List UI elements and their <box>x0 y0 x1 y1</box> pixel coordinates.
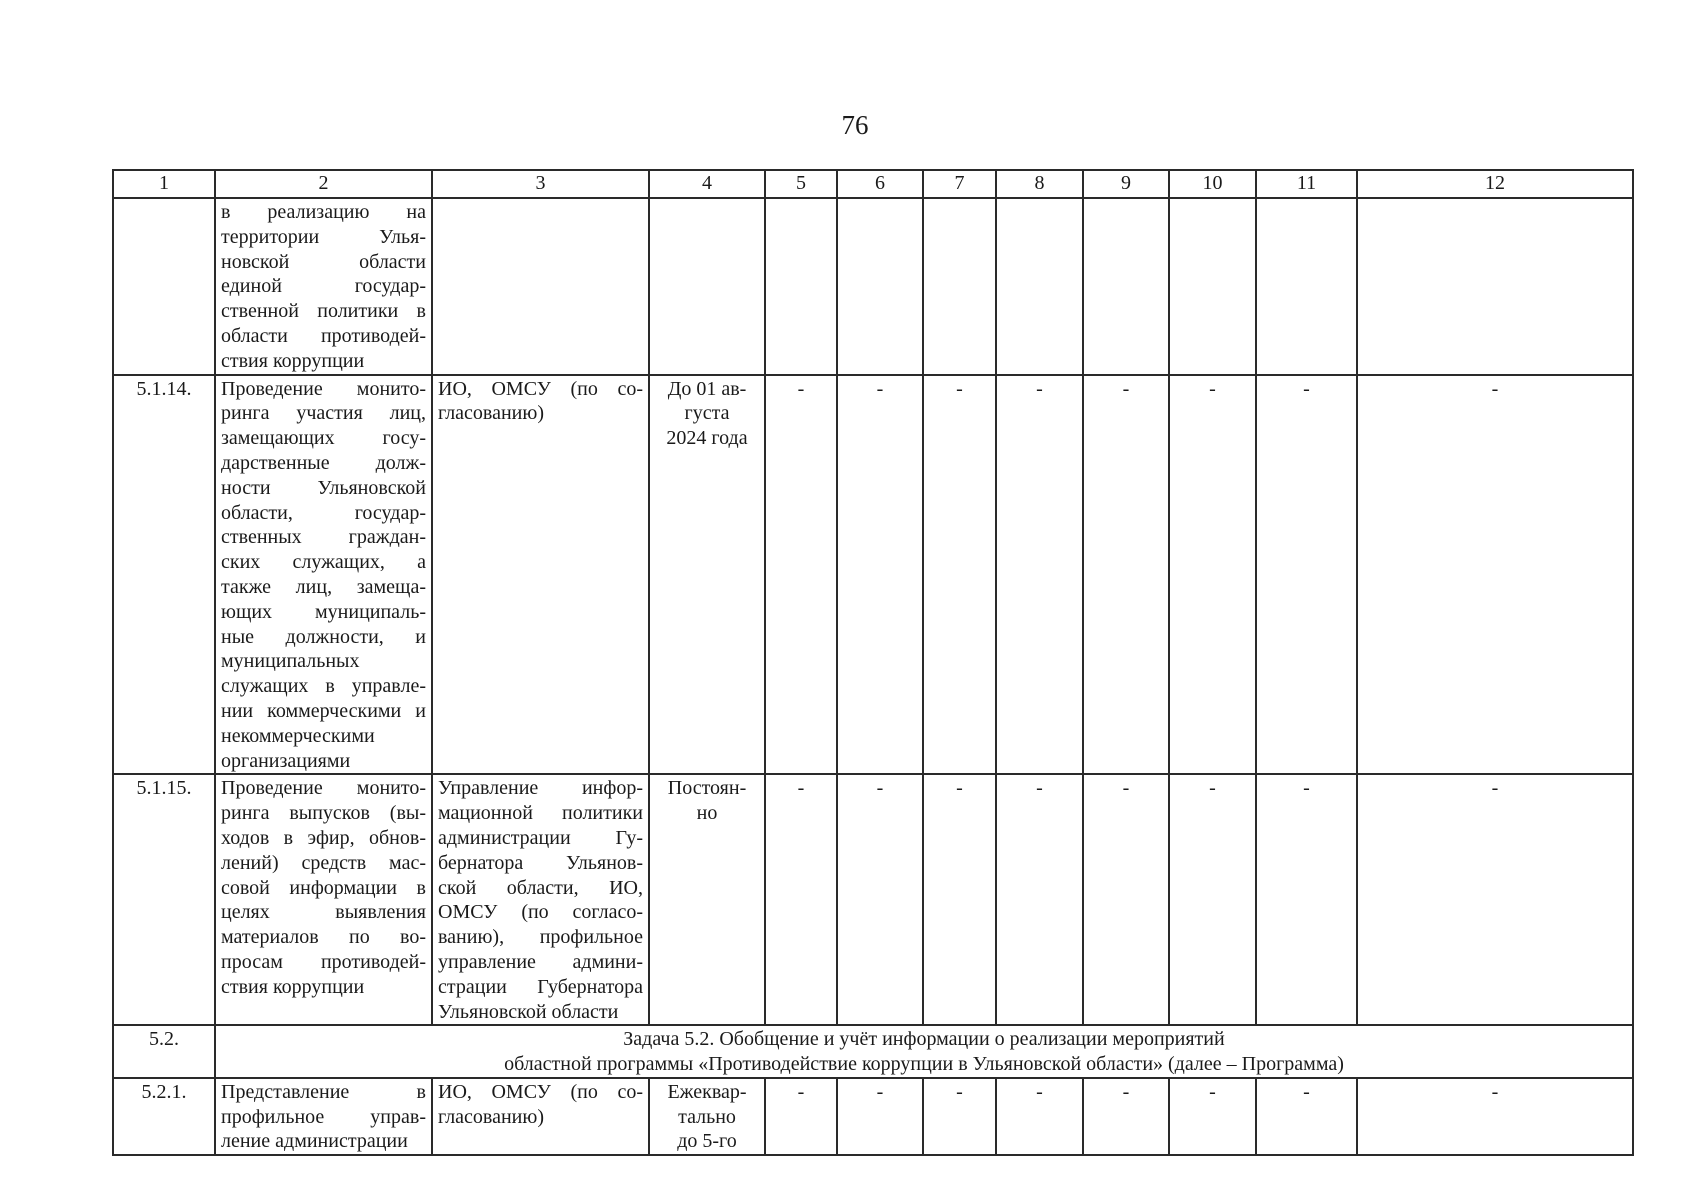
executor-cell-line: Управление инфор- <box>438 777 643 800</box>
term-cell-line: тально <box>678 1105 736 1128</box>
executor-cell-line: бернатора Ульянов- <box>438 851 643 874</box>
table-row <box>113 1078 1633 1155</box>
empty-cell <box>1357 198 1633 375</box>
measure-name-cell-line: нии коммерческими и <box>221 699 426 722</box>
column-number-header: 3 <box>432 170 649 198</box>
executor-cell-line: администрации Гу- <box>438 826 643 849</box>
measure-name-cell-line: служащих в управле- <box>221 675 426 698</box>
term-cell-line: 2024 года <box>666 427 748 450</box>
empty-cell <box>649 198 765 375</box>
row-number-cell: 5.1.14. <box>113 375 215 775</box>
column-number-header: 4 <box>649 170 765 198</box>
measure-name-cell-line: некоммерческими <box>221 724 375 747</box>
executor-cell <box>432 774 649 1025</box>
measure-name-cell-line: профильное управ- <box>221 1105 426 1128</box>
value-cell: - <box>1256 774 1357 1025</box>
measure-name-cell-line: ских служащих, а <box>221 551 426 574</box>
term-cell-line: Постоян- <box>667 777 747 800</box>
measure-name-cell <box>215 1078 432 1155</box>
executor-cell-line: ОМСУ (по согласо- <box>438 901 643 924</box>
measure-name-cell-line: Проведение монито- <box>221 777 426 800</box>
column-number-header: 2 <box>215 170 432 198</box>
measure-name-cell-line: организациями <box>221 749 351 772</box>
task-title-line: областной программы «Противодействие коррупции в Ульяновской области» (далее – Программа) <box>504 1053 1344 1076</box>
executor-cell-line: мационной политики <box>438 802 643 825</box>
measure-name-cell-line: дарственные долж- <box>221 451 426 474</box>
executor-cell-line: Ульяновской области <box>438 1000 619 1023</box>
table-row <box>113 774 1633 1025</box>
empty-cell <box>1169 198 1256 375</box>
value-cell: - <box>923 774 996 1025</box>
value-cell: - <box>765 774 837 1025</box>
measure-name-cell <box>215 375 432 775</box>
row-number-cell: 5.1.15. <box>113 774 215 1025</box>
value-cell: - <box>923 375 996 775</box>
row-number-cell: 5.2.1. <box>113 1078 215 1155</box>
measure-name-cell-line: ление администрации <box>221 1130 408 1153</box>
term-cell <box>649 774 765 1025</box>
term-cell <box>649 1078 765 1155</box>
measure-name-cell-line: Проведение монито- <box>221 377 426 400</box>
measure-name-cell <box>215 774 432 1025</box>
measure-name-cell-line: единой государ- <box>221 275 426 298</box>
column-number-header: 7 <box>923 170 996 198</box>
value-cell: - <box>1357 375 1633 775</box>
measure-name-cell-line: ствия коррупции <box>221 349 365 372</box>
measure-name-cell-line: ности Ульяновской <box>221 476 426 499</box>
column-number-header: 10 <box>1169 170 1256 198</box>
measure-name-cell-line: ные должности, и <box>221 625 426 648</box>
executor-cell-line: ской области, ИО, <box>438 876 643 899</box>
measure-name-cell-line: совой информации в <box>221 876 426 899</box>
row-number-cell <box>113 198 215 375</box>
term-cell-line: до 5-го <box>677 1130 737 1153</box>
column-number-header: 11 <box>1256 170 1357 198</box>
term-cell-line: густа <box>684 402 730 425</box>
value-cell: - <box>923 1078 996 1155</box>
measure-name-cell-line: просам противодей- <box>221 950 426 973</box>
executor-cell <box>432 1078 649 1155</box>
column-number-header: 6 <box>837 170 923 198</box>
value-cell: - <box>1256 1078 1357 1155</box>
empty-cell <box>996 198 1083 375</box>
empty-cell <box>1256 198 1357 375</box>
measure-name-cell-line: муниципальных <box>221 650 360 673</box>
measure-name-cell-line: материалов по во- <box>221 926 426 949</box>
term-cell-line: До 01 ав- <box>667 377 747 400</box>
measure-name-cell-line: лений) средств мас- <box>221 851 426 874</box>
empty-cell <box>923 198 996 375</box>
executor-cell-line: ИО, ОМСУ (по со- <box>438 1080 643 1103</box>
value-cell: - <box>996 774 1083 1025</box>
executor-cell-line: гласованию) <box>438 1105 544 1128</box>
column-number-header: 5 <box>765 170 837 198</box>
measure-name-cell-line: области, государ- <box>221 501 426 524</box>
term-cell-line: Ежеквар- <box>667 1080 747 1103</box>
measure-name-cell-line: области противодей- <box>221 324 426 347</box>
empty-cell <box>765 198 837 375</box>
measure-name-cell-line: ринга участия лиц, <box>221 402 426 425</box>
column-number-header: 9 <box>1083 170 1169 198</box>
measure-name-cell-line: также лиц, замеща- <box>221 575 426 598</box>
value-cell: - <box>1083 375 1169 775</box>
measure-name-cell <box>215 198 432 375</box>
measure-name-cell-line: ринга выпусков (вы- <box>221 802 426 825</box>
value-cell: - <box>1169 774 1256 1025</box>
value-cell: - <box>837 1078 923 1155</box>
value-cell: - <box>1357 1078 1633 1155</box>
measure-name-cell-line: территории Улья- <box>221 225 426 248</box>
program-table <box>112 169 1634 1156</box>
value-cell: - <box>1256 375 1357 775</box>
value-cell: - <box>765 1078 837 1155</box>
executor-cell-line: ванию), профильное <box>438 926 643 949</box>
table-header-row <box>113 170 1633 198</box>
page-number: 76 <box>841 110 869 140</box>
value-cell: - <box>1083 1078 1169 1155</box>
measure-name-cell-line: Представление в <box>221 1080 426 1103</box>
value-cell: - <box>1357 774 1633 1025</box>
value-cell: - <box>1169 1078 1256 1155</box>
empty-cell <box>837 198 923 375</box>
measure-name-cell-line: ственной политики в <box>221 300 426 323</box>
executor-cell-line: гласованию) <box>438 402 544 425</box>
measure-name-cell-line: новской области <box>221 250 426 273</box>
value-cell: - <box>1083 774 1169 1025</box>
value-cell: - <box>1169 375 1256 775</box>
value-cell: - <box>996 1078 1083 1155</box>
table-row <box>113 375 1633 775</box>
term-cell <box>649 375 765 775</box>
executor-cell-line: управление админи- <box>438 950 643 973</box>
column-number-header: 12 <box>1357 170 1633 198</box>
executor-cell-line: страции Губернатора <box>438 975 643 998</box>
value-cell: - <box>837 375 923 775</box>
empty-cell <box>432 198 649 375</box>
value-cell: - <box>837 774 923 1025</box>
measure-name-cell-line: замещающих госу- <box>221 427 426 450</box>
task-title-line: Задача 5.2. Обобщение и учёт информации о реализации мероприятий <box>623 1028 1225 1051</box>
measure-name-cell-line: целях выявления <box>221 901 426 924</box>
term-cell-line: но <box>696 802 718 825</box>
executor-cell <box>432 375 649 775</box>
measure-name-cell-line: ходов в эфир, обнов- <box>221 826 426 849</box>
column-number-header: 8 <box>996 170 1083 198</box>
value-cell: - <box>996 375 1083 775</box>
table-row <box>113 198 1633 375</box>
measure-name-cell-line: ствия коррупции <box>221 975 365 998</box>
empty-cell <box>1083 198 1169 375</box>
task-row <box>113 1025 1633 1078</box>
measure-name-cell-line: в реализацию на <box>221 201 426 223</box>
executor-cell-line: ИО, ОМСУ (по со- <box>438 377 643 400</box>
task-title-cell <box>215 1025 1633 1078</box>
task-number-cell: 5.2. <box>113 1025 215 1078</box>
value-cell: - <box>765 375 837 775</box>
column-number-header: 1 <box>113 170 215 198</box>
measure-name-cell-line: ственных граждан- <box>221 526 426 549</box>
measure-name-cell-line: ющих муниципаль- <box>221 600 426 623</box>
